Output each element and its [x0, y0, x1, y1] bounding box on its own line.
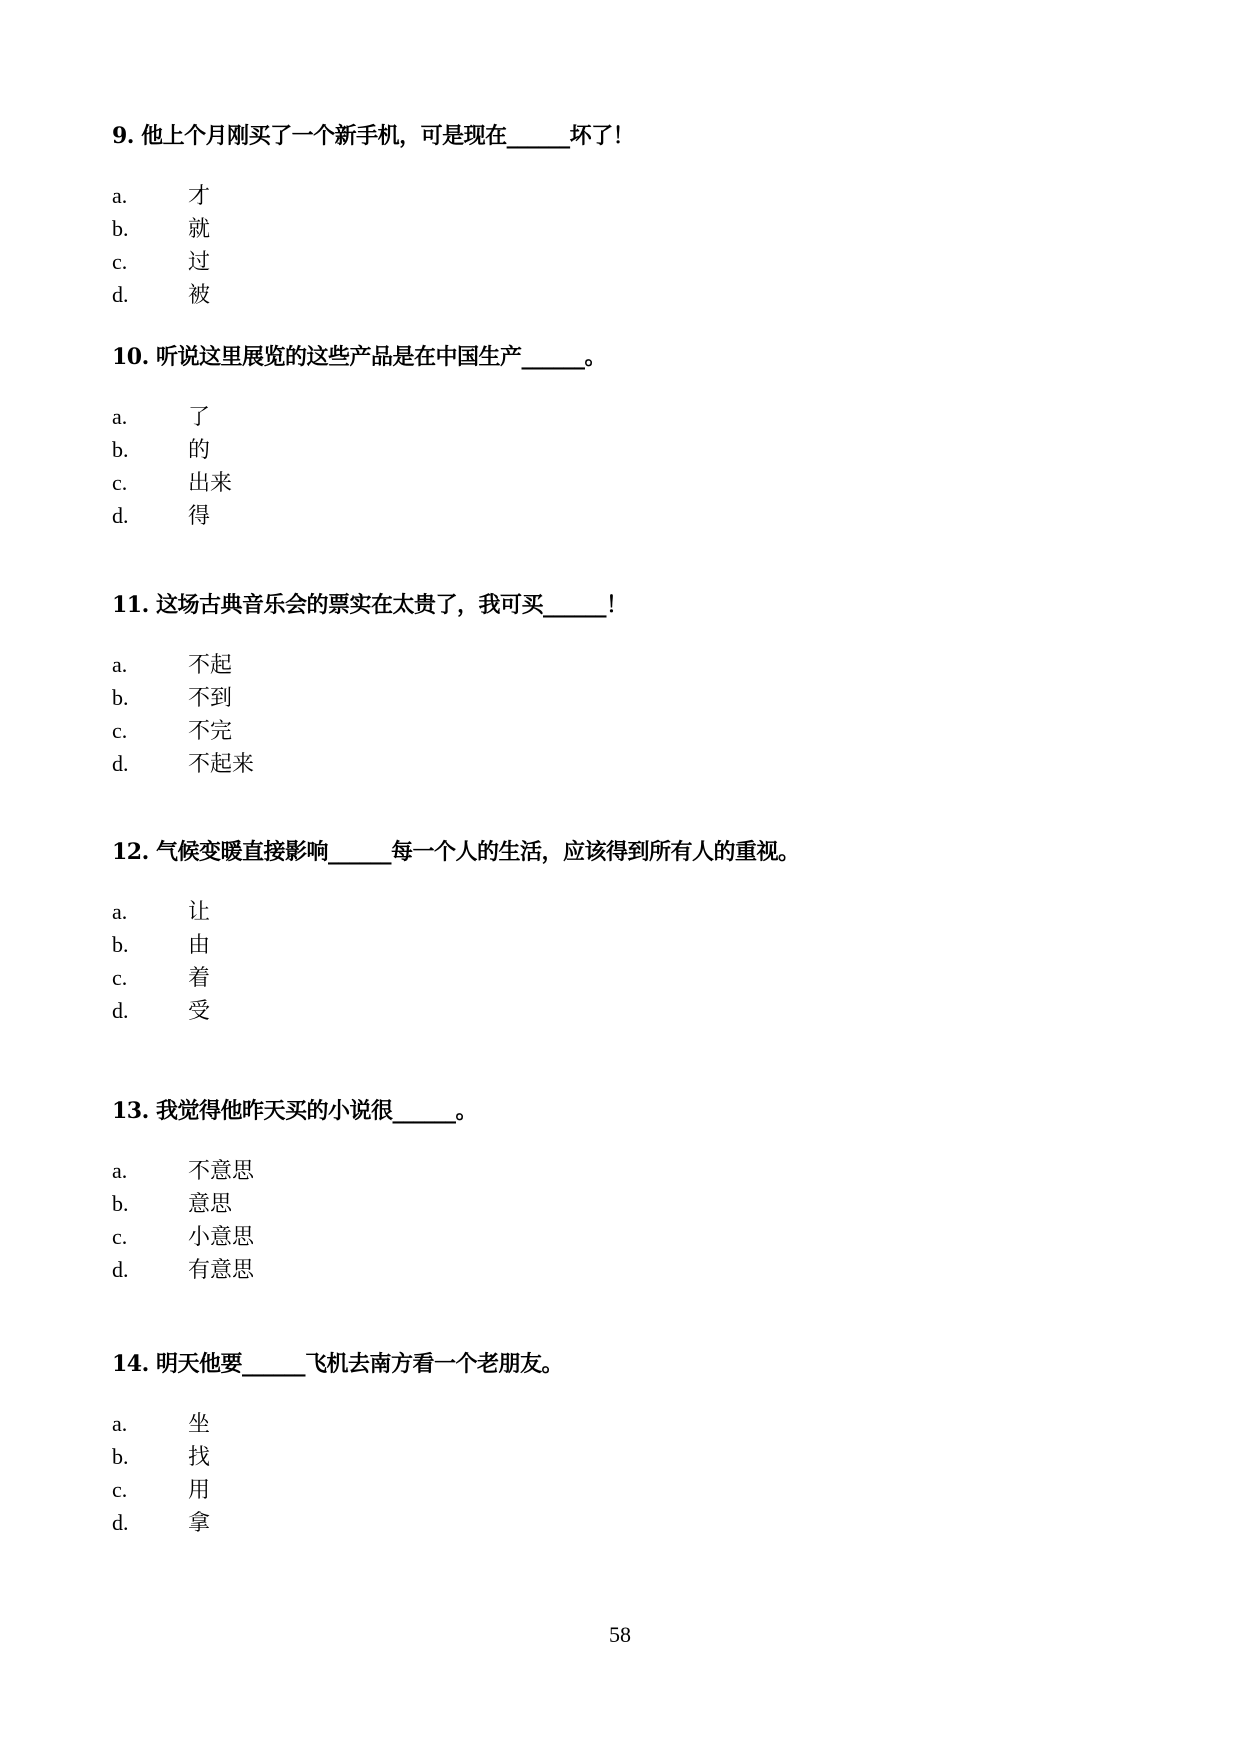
option-text: 才 [188, 184, 211, 209]
option-text: 过 [188, 250, 211, 275]
option-letter: c. [112, 470, 128, 495]
option-letter: a. [112, 404, 128, 429]
option-c [112, 1475, 1132, 1508]
option-text: 有意思 [188, 1258, 255, 1283]
option-a [112, 650, 1132, 683]
question-text: 明天他要______飞机去南方看一个老朋友。 [155, 1351, 563, 1377]
option-letter: b. [112, 932, 129, 957]
option-letter: d. [112, 1257, 129, 1282]
question-stem [112, 590, 1132, 620]
option-text: 不完 [188, 719, 233, 744]
option-a [112, 402, 1132, 435]
option-b [112, 1189, 1132, 1222]
option-d [112, 501, 1132, 534]
question-number: 11. [112, 592, 149, 618]
option-list [112, 181, 1132, 313]
option-d [112, 1255, 1132, 1288]
option-a [112, 1156, 1132, 1189]
question-number: 12. [112, 839, 149, 865]
question-14 [112, 1349, 1132, 1541]
option-letter: c. [112, 249, 128, 274]
option-letter: b. [112, 437, 129, 462]
question-text: 听说这里展览的这些产品是在中国生产______。 [155, 344, 606, 370]
option-b [112, 930, 1132, 963]
option-text: 受 [188, 999, 211, 1024]
question-text: 这场古典音乐会的票实在太贵了，我可买______！ [155, 592, 628, 618]
option-letter: d. [112, 503, 129, 528]
option-b [112, 1442, 1132, 1475]
question-text: 他上个月刚买了一个新手机，可是现在______坏了！ [141, 123, 635, 149]
option-letter: a. [112, 652, 128, 677]
page-number: 58 [609, 1622, 631, 1647]
option-c [112, 468, 1132, 501]
option-a [112, 181, 1132, 214]
question-11 [112, 590, 1132, 782]
question-stem [112, 837, 1132, 867]
option-text: 不意思 [188, 1159, 255, 1184]
question-10 [112, 342, 1132, 534]
option-d [112, 1508, 1132, 1541]
option-text: 就 [188, 217, 211, 242]
option-text: 不起 [188, 653, 233, 678]
option-c [112, 716, 1132, 749]
option-text: 找 [188, 1445, 211, 1470]
question-text: 我觉得他昨天买的小说很______。 [155, 1098, 477, 1124]
question-number: 14. [112, 1351, 149, 1377]
question-stem [112, 342, 1132, 372]
option-list [112, 897, 1132, 1029]
question-number: 10. [112, 344, 149, 370]
question-stem [112, 1096, 1132, 1126]
option-d [112, 996, 1132, 1029]
option-b [112, 683, 1132, 716]
question-number: 13. [112, 1098, 149, 1124]
option-letter: c. [112, 1224, 128, 1249]
option-d [112, 749, 1132, 782]
option-text: 坐 [188, 1412, 211, 1437]
question-stem [112, 1349, 1132, 1379]
option-letter: c. [112, 718, 128, 743]
option-text: 的 [188, 438, 211, 463]
option-d [112, 280, 1132, 313]
option-letter: a. [112, 899, 128, 924]
option-text: 用 [188, 1478, 211, 1503]
option-b [112, 435, 1132, 468]
option-letter: a. [112, 1158, 128, 1183]
option-letter: a. [112, 183, 128, 208]
option-text: 被 [188, 283, 211, 308]
option-a [112, 1409, 1132, 1442]
option-letter: c. [112, 965, 128, 990]
option-text: 由 [188, 933, 211, 958]
option-c [112, 1222, 1132, 1255]
option-list [112, 402, 1132, 534]
option-letter: b. [112, 1191, 129, 1216]
option-b [112, 214, 1132, 247]
option-list [112, 1156, 1132, 1288]
option-list [112, 650, 1132, 782]
question-9 [112, 121, 1132, 313]
option-text: 着 [188, 966, 211, 991]
option-letter: d. [112, 1510, 129, 1535]
option-text: 让 [188, 900, 211, 925]
option-text: 出来 [188, 471, 233, 496]
option-letter: b. [112, 216, 129, 241]
question-13 [112, 1096, 1132, 1288]
option-c [112, 247, 1132, 280]
question-text: 气候变暖直接影响______每一个人的生活，应该得到所有人的重视。 [155, 839, 800, 865]
option-text: 小意思 [188, 1225, 255, 1250]
option-a [112, 897, 1132, 930]
option-letter: c. [112, 1477, 128, 1502]
option-text: 了 [188, 405, 211, 430]
option-c [112, 963, 1132, 996]
option-text: 意思 [188, 1192, 233, 1217]
option-list [112, 1409, 1132, 1541]
option-letter: b. [112, 1444, 129, 1469]
option-text: 拿 [188, 1511, 211, 1536]
option-letter: b. [112, 685, 129, 710]
question-number: 9. [112, 123, 134, 149]
question-stem [112, 121, 1132, 151]
option-text: 得 [188, 504, 211, 529]
question-12 [112, 837, 1132, 1029]
option-text: 不到 [188, 686, 233, 711]
option-text: 不起来 [188, 752, 255, 777]
option-letter: d. [112, 998, 129, 1023]
option-letter: d. [112, 751, 129, 776]
option-letter: d. [112, 282, 129, 307]
option-letter: a. [112, 1411, 128, 1436]
